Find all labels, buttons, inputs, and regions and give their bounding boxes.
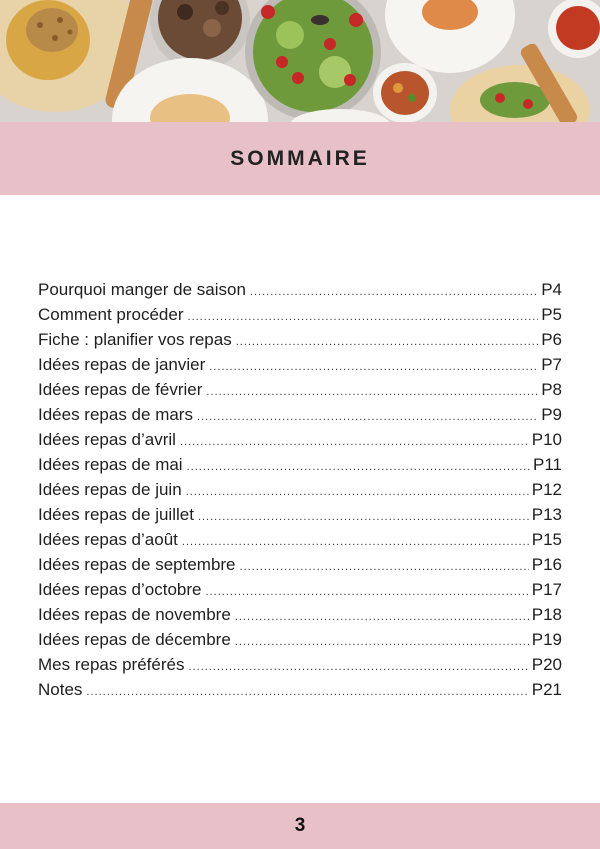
dot-leader bbox=[187, 455, 530, 480]
toc-item[interactable] bbox=[38, 377, 562, 402]
toc-label: Fiche : planifier vos repas bbox=[38, 330, 232, 349]
toc-label: Idées repas de février bbox=[38, 380, 203, 399]
title-band bbox=[0, 122, 600, 195]
dot-leader bbox=[250, 280, 538, 305]
toc-page: P13 bbox=[531, 505, 562, 524]
toc-page: P15 bbox=[531, 530, 562, 549]
toc-label: Idées repas de janvier bbox=[38, 355, 206, 374]
toc-page: P20 bbox=[531, 655, 562, 674]
toc-item[interactable] bbox=[38, 402, 562, 427]
toc-item[interactable] bbox=[38, 677, 562, 702]
toc-page: P17 bbox=[531, 580, 562, 599]
header-food-photo bbox=[0, 0, 600, 122]
toc-label: Mes repas préférés bbox=[38, 655, 185, 674]
toc-label: Idées repas de juillet bbox=[38, 505, 194, 524]
toc-page: P12 bbox=[531, 480, 562, 499]
footer-band bbox=[0, 803, 600, 849]
toc-label: Comment procéder bbox=[38, 305, 184, 324]
toc-item[interactable] bbox=[38, 527, 562, 552]
page-number: 3 bbox=[294, 815, 306, 836]
toc-page: P21 bbox=[531, 680, 562, 699]
toc-item[interactable] bbox=[38, 327, 562, 352]
toc-item[interactable] bbox=[38, 577, 562, 602]
page-title: SOMMAIRE bbox=[230, 146, 370, 170]
toc-item[interactable] bbox=[38, 477, 562, 502]
toc-item[interactable] bbox=[38, 302, 562, 327]
toc-label: Pourquoi manger de saison bbox=[38, 280, 246, 299]
toc-page: P16 bbox=[531, 555, 562, 574]
dot-leader bbox=[188, 655, 528, 680]
toc-item[interactable] bbox=[38, 277, 562, 302]
dot-leader bbox=[240, 555, 529, 580]
food-table-illustration bbox=[0, 0, 600, 122]
toc-label: Idées repas de novembre bbox=[38, 605, 231, 624]
toc-item[interactable] bbox=[38, 552, 562, 577]
toc-page: P18 bbox=[531, 605, 562, 624]
toc-item[interactable] bbox=[38, 352, 562, 377]
toc-label: Idées repas de décembre bbox=[38, 630, 231, 649]
toc-label: Idées repas de juin bbox=[38, 480, 182, 499]
toc-label: Idées repas de mai bbox=[38, 455, 183, 474]
toc-page: P11 bbox=[533, 455, 562, 474]
toc-item[interactable] bbox=[38, 452, 562, 477]
dot-leader bbox=[235, 605, 529, 630]
toc-label: Idées repas d’août bbox=[38, 530, 178, 549]
dot-leader bbox=[188, 305, 539, 330]
toc-page: P8 bbox=[541, 380, 562, 399]
dot-leader bbox=[206, 580, 529, 605]
toc-label: Idées repas de septembre bbox=[38, 555, 236, 574]
toc-label: Idées repas d’avril bbox=[38, 430, 176, 449]
toc-page: P19 bbox=[531, 630, 562, 649]
toc-item[interactable] bbox=[38, 502, 562, 527]
toc-item[interactable] bbox=[38, 652, 562, 677]
table-of-contents bbox=[38, 277, 562, 702]
toc-page: P9 bbox=[541, 405, 562, 424]
dot-leader bbox=[235, 630, 529, 655]
toc-label: Notes bbox=[38, 680, 83, 699]
dot-leader bbox=[236, 330, 539, 355]
dot-leader bbox=[198, 505, 529, 530]
toc-page: P6 bbox=[541, 330, 562, 349]
toc-page: P7 bbox=[541, 355, 562, 374]
toc-label: Idées repas d’octobre bbox=[38, 580, 202, 599]
toc-page: P5 bbox=[541, 305, 562, 324]
toc-page: P4 bbox=[541, 280, 562, 299]
dot-leader bbox=[206, 380, 538, 405]
toc-label: Idées repas de mars bbox=[38, 405, 193, 424]
dot-leader bbox=[209, 355, 538, 380]
dot-leader bbox=[197, 405, 538, 430]
dot-leader bbox=[86, 680, 528, 705]
dot-leader bbox=[186, 480, 529, 505]
toc-item[interactable] bbox=[38, 627, 562, 652]
toc-item[interactable] bbox=[38, 602, 562, 627]
toc-page: P10 bbox=[531, 430, 562, 449]
dot-leader bbox=[180, 430, 529, 455]
toc-item[interactable] bbox=[38, 427, 562, 452]
